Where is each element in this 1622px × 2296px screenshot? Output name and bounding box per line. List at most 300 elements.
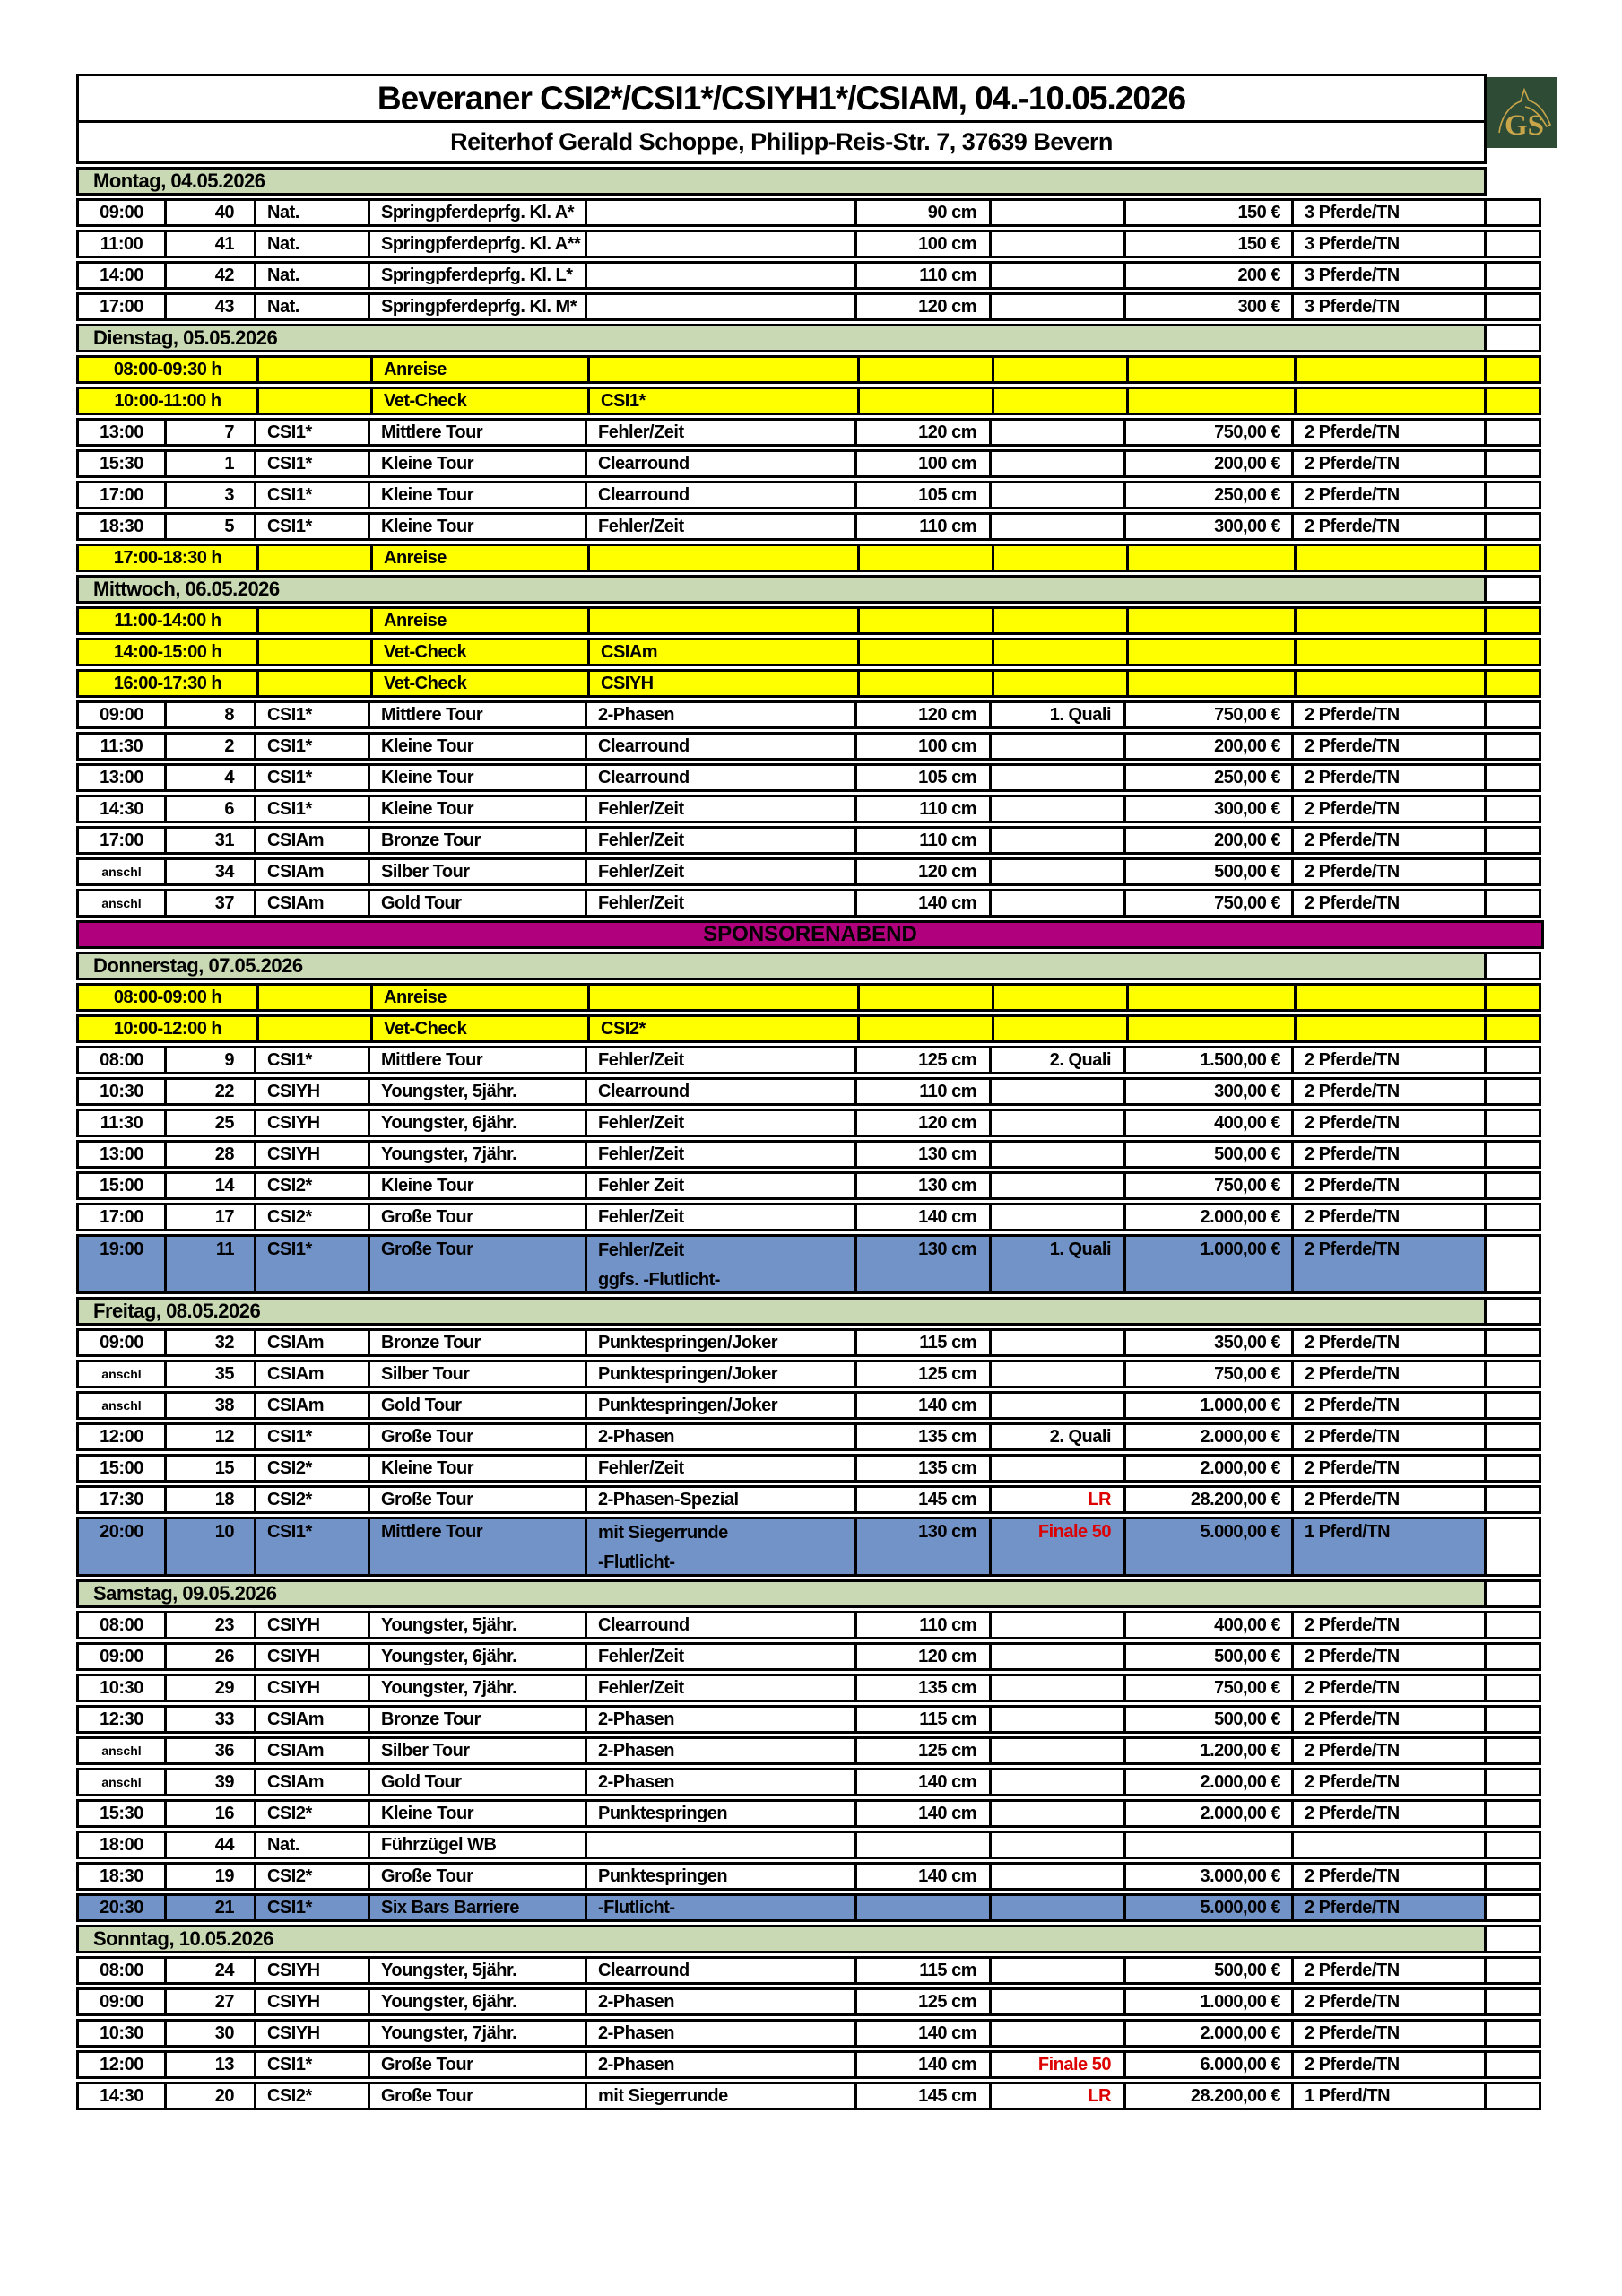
mode-line-1: Fehler/Zeit [598,1049,684,1070]
mode-line-1: Clearround [598,1081,690,1101]
cell-category [256,609,370,632]
cell-mode [585,421,854,444]
cell-number: 37 [164,891,254,915]
event-row [76,1705,1544,1734]
cell-time-range: 11:00-14:00 h [114,610,221,631]
mode-line-1: Punktespringen/Joker [598,1332,778,1352]
cell-category [256,986,370,1009]
cell-category: CSI1* [254,2053,368,2076]
cell-tour: Youngster, 6jähr. [368,1111,585,1135]
cell-price: 750,00 € [1123,421,1291,444]
note-row-main [76,669,1487,698]
cell-quali: 1. Quali [989,703,1123,726]
event-row [76,1046,1544,1074]
cell-height: 140 cm [854,2022,989,2045]
cell-category: CSIAm [254,829,368,852]
event-row [76,512,1544,541]
cell-time: 19:00 [100,1239,143,1259]
cell-quali [989,766,1123,789]
cell-tour: Youngster, 6jähr. [368,1990,585,2013]
cell-time: 11:30 [100,735,143,756]
cell-height: 110 cm [854,264,989,287]
cell-tour: Große Tour [368,1425,585,1448]
cell-quali [989,264,1123,287]
cell-quali [989,1833,1123,1857]
cell-height: 120 cm [854,1645,989,1668]
day-header-label: Donnerstag, 07.05.2026 [93,954,303,977]
cell-note-label: Vet-Check [370,389,587,413]
cell-horses: 2 Pferde/TN [1291,1770,1487,1794]
cell-number: 32 [164,1331,254,1354]
row-tail-cell [1484,1077,1541,1106]
cell-quali [989,797,1123,821]
cell-horses: 2 Pferde/TN [1291,1425,1487,1448]
mode-line-1: Punktespringen [598,1803,728,1823]
day-header-label: Sonntag, 10.05.2026 [93,1927,273,1950]
mode-line-1: 2-Phasen [598,1709,674,1729]
mode-line-1: Punktespringen/Joker [598,1395,778,1415]
cell-horses: 2 Pferde/TN [1291,1802,1487,1825]
event-row [76,1485,1544,1514]
cell-time: anschl [101,865,142,879]
event-row-main [76,292,1487,321]
cell-mode [585,1896,854,1919]
row-tail-cell [1484,230,1541,258]
event-row-main [76,795,1487,823]
event-row [76,230,1544,258]
cell-horses: 2 Pferde/TN [1291,483,1487,507]
note-row [76,544,1544,572]
day-header-row [76,324,1544,352]
cell-price: 500,00 € [1123,1959,1291,1982]
cell-horses: 2 Pferde/TN [1291,452,1487,475]
cell-height: 145 cm [854,2084,989,2108]
cell-note-label: Vet-Check [370,1017,587,1040]
event-row-main [76,1109,1487,1137]
row-tail-cell [1484,763,1541,792]
cell-quali [989,1739,1123,1762]
event-row [76,2082,1544,2110]
day-header-row [76,167,1544,196]
cell-number: 12 [164,1425,254,1448]
cell-tour: Gold Tour [368,1394,585,1417]
cell-number: 18 [164,1488,254,1511]
cell-number: 13 [164,2053,254,2076]
event-row [76,1454,1544,1483]
cell-number: 9 [164,1048,254,1072]
cell-category: CSI1* [254,515,368,538]
cell-category [256,1017,370,1040]
cell-mode [585,1048,854,1072]
event-row [76,1391,1544,1420]
row-tail-cell [1484,1109,1541,1137]
day-header-row [76,1925,1544,1953]
cell-tour: Gold Tour [368,1770,585,1794]
cell-category: CSIAm [254,891,368,915]
cell-price: 2.000,00 € [1123,2022,1291,2045]
cell-note-scope: CSIYH [587,672,857,695]
event-row-main [76,2019,1487,2048]
cell-number: 15 [164,1457,254,1480]
cell-quali [989,483,1123,507]
row-tail-cell [1484,1956,1541,1985]
cell-mode [585,860,854,883]
cell-quali [989,452,1123,475]
cell-category: CSIYH [254,1080,368,1103]
cell-category: CSIAm [254,1394,368,1417]
cell-time: 14:30 [100,798,143,819]
cell-horses [1294,609,1487,632]
mode-line-1: 2-Phasen [598,2022,674,2043]
event-row-main [76,1140,1487,1169]
event-row-main [76,1674,1487,1702]
cell-number: 41 [164,232,254,256]
note-row-main [76,638,1487,666]
cell-height: 115 cm [854,1708,989,1731]
cell-time: anschl [101,1398,142,1413]
cell-price: 750,00 € [1123,703,1291,726]
cell-category: CSIAm [254,1739,368,1762]
cell-horses: 2 Pferde/TN [1291,735,1487,758]
cell-horses: 2 Pferde/TN [1291,829,1487,852]
event-row-main [76,1203,1487,1231]
cell-mode [585,1645,854,1668]
day-header-label: Samstag, 09.05.2026 [93,1582,277,1605]
cell-height: 140 cm [854,1802,989,1825]
row-tail-cell [1484,2082,1541,2110]
row-tail-cell [1484,449,1541,478]
row-tail-cell [1484,1171,1541,1200]
cell-quali: Finale 50 [989,2053,1123,2076]
event-row-main [76,700,1487,729]
cell-horses: 2 Pferde/TN [1291,2053,1487,2076]
cell-category: CSI2* [254,1802,368,1825]
mode-line-1: Fehler/Zeit [598,1112,684,1133]
event-row [76,826,1544,855]
event-row-main [76,1391,1487,1420]
cell-price [1126,609,1294,632]
cell-price: 500,00 € [1123,1645,1291,1668]
cell-number: 6 [164,797,254,821]
cell-price: 150 € [1123,201,1291,224]
cell-time-range: 08:00-09:30 h [113,359,222,379]
cell-price: 500,00 € [1123,1143,1291,1166]
cell-number: 22 [164,1080,254,1103]
event-row [76,2050,1544,2079]
cell-quali [989,1896,1123,1919]
cell-time-range: 14:00-15:00 h [113,641,222,662]
schedule-rows [76,167,1544,2110]
mode-line-1: 2-Phasen [598,1991,674,2012]
cell-note-label: Anreise [370,546,587,570]
cell-height: 120 cm [854,421,989,444]
cell-quali [989,1645,1123,1668]
cell-tour: Kleine Tour [368,735,585,758]
cell-quali [992,546,1126,570]
cell-category [256,389,370,413]
cell-height: 140 cm [854,1394,989,1417]
logo-letters: GS [1505,109,1545,142]
mode-line-1: Clearround [598,735,690,756]
cell-number: 23 [164,1613,254,1637]
cell-price [1126,672,1294,695]
mode-line-1: Fehler/Zeit [598,798,684,819]
cell-horses [1294,546,1487,570]
cell-number: 1 [164,452,254,475]
cell-mode [585,1488,854,1511]
cell-height: 120 cm [854,860,989,883]
event-row [76,1831,1544,1859]
cell-quali [989,1990,1123,2013]
page-title: Beveraner CSI2*/CSI1*/CSIYH1*/CSIAM, 04.-10.05.2026 [79,76,1484,123]
cell-number: 26 [164,1645,254,1668]
row-tail-cell [1484,198,1541,227]
event-row [76,418,1544,447]
cell-height: 105 cm [854,766,989,789]
cell-quali [992,358,1126,381]
row-tail-cell [1484,1831,1541,1859]
mode-line-1: Fehler/Zeit [598,830,684,850]
mode-line-1: 2-Phasen [598,1740,674,1761]
cell-note-scope [587,358,857,381]
cell-category: CSI1* [254,452,368,475]
cell-mode [585,295,854,318]
row-tail-cell [1484,1140,1541,1169]
cell-price: 300,00 € [1123,515,1291,538]
cell-tour: Große Tour [368,2084,585,2108]
cell-tour: Kleine Tour [368,515,585,538]
cell-quali [989,232,1123,256]
event-row [76,889,1544,918]
cell-tour: Youngster, 5jähr. [368,1080,585,1103]
cell-time-range: 16:00-17:30 h [113,673,222,693]
cell-quali [989,1080,1123,1103]
cell-time: 15:30 [100,1803,143,1823]
cell-category: CSIAm [254,860,368,883]
event-row-main [76,261,1487,290]
cell-category: CSIYH [254,1959,368,1982]
row-tail-cell [1484,544,1541,572]
cell-price: 500,00 € [1123,860,1291,883]
cell-height [857,640,992,664]
cell-category [256,546,370,570]
row-tail-cell [1484,1297,1541,1326]
cell-mode [585,735,854,758]
row-tail-cell [1484,1422,1541,1451]
cell-height [857,672,992,695]
cell-height [857,546,992,570]
cell-number: 5 [164,515,254,538]
event-row [76,1140,1544,1169]
cell-time-range: 10:00-11:00 h [114,390,221,411]
cell-time: 18:30 [100,1866,143,1886]
cell-price: 250,00 € [1123,483,1291,507]
cell-mode [585,2022,854,2045]
cell-mode [585,1425,854,1448]
row-tail-cell [1484,512,1541,541]
cell-quali [992,672,1126,695]
cell-horses: 2 Pferde/TN [1291,1990,1487,2013]
row-tail-cell [1484,1674,1541,1702]
cell-price: 3.000,00 € [1123,1865,1291,1888]
event-row-main [76,2082,1487,2110]
cell-price: 2.000,00 € [1123,1770,1291,1794]
event-row [76,1077,1544,1106]
note-row-main [76,606,1487,635]
event-row-main [76,1234,1487,1294]
cell-height: 125 cm [854,1739,989,1762]
event-row-main [76,512,1487,541]
cell-tour: Youngster, 7jähr. [368,1143,585,1166]
cell-tour: Mittlere Tour [368,703,585,726]
cell-time: 18:00 [100,1834,143,1855]
cell-height: 125 cm [854,1048,989,1072]
cell-tour: Große Tour [368,1865,585,1888]
mode-line-1: Fehler/Zeit [598,1240,684,1260]
cell-time-range: 17:00-18:30 h [113,547,222,568]
cell-note-scope [587,546,857,570]
cell-quali [992,609,1126,632]
event-row-main [76,1046,1487,1074]
cell-mode [585,797,854,821]
cell-time: anschl [101,896,142,910]
cell-tour: Kleine Tour [368,1174,585,1197]
cell-tour: Kleine Tour [368,1802,585,1825]
cell-number: 30 [164,2022,254,2045]
event-row-main [76,1987,1487,2016]
cell-tour: Bronze Tour [368,1708,585,1731]
schedule-table [76,74,1544,2113]
cell-price: 400,00 € [1123,1111,1291,1135]
cell-number: 3 [164,483,254,507]
cell-horses [1294,640,1487,664]
row-tail-cell [1484,1987,1541,2016]
cell-number: 36 [164,1739,254,1762]
row-tail-cell [1484,1328,1541,1357]
cell-time: 15:00 [100,1457,143,1478]
cell-time-range: 08:00-09:00 h [113,987,222,1007]
cell-tour: Six Bars Barriere [368,1896,585,1919]
cell-note-label: Anreise [370,358,587,381]
mode-line-1: mit Siegerrunde [598,1523,728,1543]
event-row-main [76,857,1487,886]
cell-height: 120 cm [854,703,989,726]
event-row [76,1234,1544,1294]
cell-quali: Finale 50 [989,1519,1123,1574]
cell-time-range: 10:00-12:00 h [113,1018,222,1039]
cell-height: 140 cm [854,1205,989,1229]
cell-quali [989,1770,1123,1794]
mode-line-1: Fehler/Zeit [598,861,684,882]
row-tail-cell [1484,1642,1541,1671]
note-row [76,669,1544,698]
cell-height: 90 cm [854,201,989,224]
row-tail-cell [1484,1360,1541,1388]
cell-horses: 2 Pferde/TN [1291,1739,1487,1762]
cell-tour: Kleine Tour [368,797,585,821]
cell-price: 400,00 € [1123,1613,1291,1637]
cell-time: 14:00 [100,265,143,285]
cell-horses: 2 Pferde/TN [1291,1394,1487,1417]
event-row-main [76,1517,1487,1577]
cell-mode [585,1519,854,1574]
cell-horses: 1 Pferd/TN [1291,1519,1487,1574]
cell-number: 25 [164,1111,254,1135]
cell-category: CSI2* [254,1174,368,1197]
mode-line-1: Fehler/Zeit [598,892,684,913]
cell-number: 10 [164,1519,254,1574]
cell-time: 20:30 [100,1897,143,1918]
cell-category: Nat. [254,232,368,256]
cell-time: 09:00 [100,1332,143,1352]
day-header-label: Mittwoch, 06.05.2026 [93,578,280,600]
event-row [76,1109,1544,1137]
cell-horses: 2 Pferde/TN [1291,1080,1487,1103]
cell-horses: 2 Pferde/TN [1291,860,1487,883]
cell-horses: 2 Pferde/TN [1291,1959,1487,1982]
cell-horses: 3 Pferde/TN [1291,201,1487,224]
cell-category: CSI1* [254,797,368,821]
cell-category: CSI1* [254,735,368,758]
cell-price [1126,358,1294,381]
cell-mode [585,1833,854,1857]
mode-line-1: Fehler/Zeit [598,422,684,442]
cell-number: 34 [164,860,254,883]
cell-mode [585,703,854,726]
cell-price: 1.000,00 € [1123,1394,1291,1417]
cell-mode [585,264,854,287]
note-row-main [76,983,1487,1012]
cell-height: 135 cm [854,1425,989,1448]
cell-note-label: Anreise [370,609,587,632]
cell-category: CSIAm [254,1331,368,1354]
cell-horses: 3 Pferde/TN [1291,295,1487,318]
cell-horses: 2 Pferde/TN [1291,1205,1487,1229]
cell-height: 110 cm [854,1613,989,1637]
day-header-main [76,167,1487,196]
cell-tour: Kleine Tour [368,766,585,789]
cell-time: 12:00 [100,2054,143,2074]
cell-quali: 1. Quali [989,1237,1123,1292]
cell-time: 17:00 [100,296,143,317]
cell-quali [989,1676,1123,1700]
cell-price: 2.000,00 € [1123,1425,1291,1448]
cell-tour: Führzügel WB [368,1833,585,1857]
cell-horses: 2 Pferde/TN [1291,515,1487,538]
cell-time: anschl [101,1775,142,1789]
event-row-main [76,889,1487,918]
cell-quali [989,1708,1123,1731]
cell-number: 42 [164,264,254,287]
cell-price: 300 € [1123,295,1291,318]
event-row [76,1203,1544,1231]
cell-tour: Springpferdeprfg. Kl. L* [368,264,585,287]
day-header-main [76,1579,1487,1608]
cell-horses [1291,1833,1487,1857]
row-tail-cell [1484,1925,1541,1953]
row-tail-cell [1484,355,1541,384]
cell-height: 110 cm [854,797,989,821]
cell-time: 13:00 [100,422,143,442]
event-row [76,1642,1544,1671]
cell-mode [585,1237,854,1292]
event-row-main [76,1611,1487,1639]
cell-time: 18:30 [100,516,143,536]
cell-horses: 2 Pferde/TN [1291,1896,1487,1919]
event-row [76,1768,1544,1796]
mode-line-1: 2-Phasen [598,704,674,725]
cell-horses: 2 Pferde/TN [1291,1237,1487,1292]
